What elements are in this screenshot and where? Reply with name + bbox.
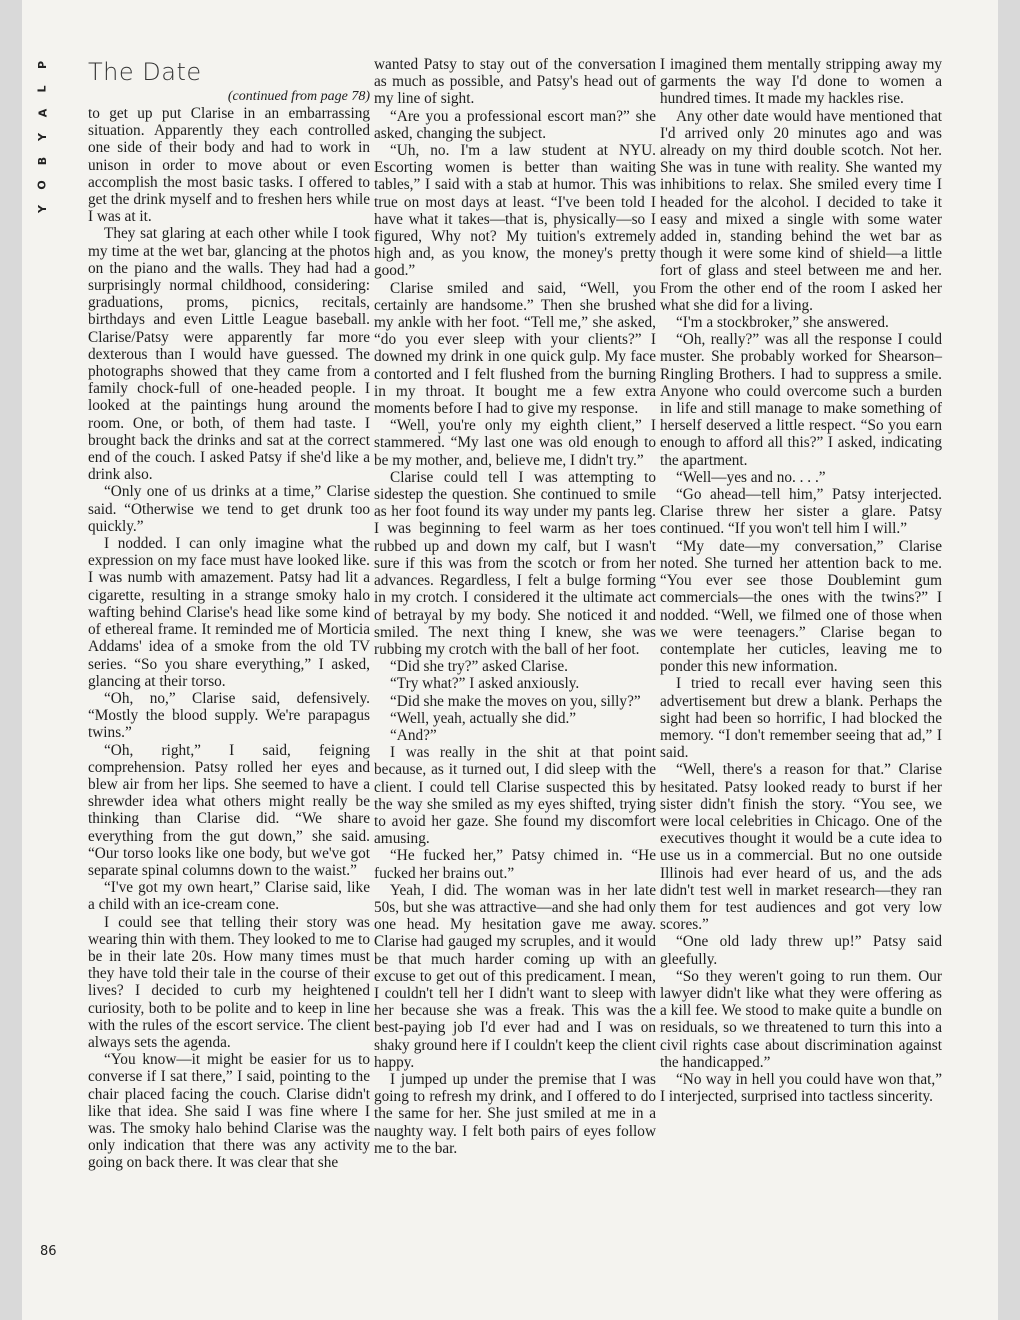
masthead-letter: P xyxy=(36,60,49,70)
text-column-2 xyxy=(374,56,656,1157)
magazine-page xyxy=(22,0,998,1320)
paragraph: “So they weren't going to run them. Our lawyer didn't like what they were offering as a kill fee. We stood to make quite a bundle on residuals, so we threatened to turn this into a civil rights case about discrimination against the handicapped.” xyxy=(660,967,942,1071)
column-body xyxy=(374,56,656,1157)
paragraph: Any other date would have mentioned that I'd arrived only 20 minutes ago and was already on my third double scotch. Not her. She was in tune with reality. She wanted my inhibitions to relax. She smiled every time I headed for the alcohol. I decided to take it easy and mixed a single with some water added in, standing behind the wet bar as though it were some kind of shield—a little fort of glass and steel between me and her. From the other end of the room I asked her what she did for a living. xyxy=(660,107,942,314)
paragraph: “I've got my own heart,” Clarise said, like a child with an ice-cream cone. xyxy=(88,879,370,914)
paragraph: “Oh, no,” Clarise said, defensively. “Mostly the blood supply. We're parapagus twins.” xyxy=(88,689,370,742)
paragraph: Yeah, I did. The woman was in her late 50s, but she was attractive—and she had only one head. My hesitation gave me away. Clarise had gauged my scruples, and it would be that much harder coming up with an excuse to get out of this predicament. I mean, I couldn't tell her I didn't want to sleep with her because she was a freak. This was the best-paying job I'd ever had and I was on shaky ground here if I couldn't keep the client happy. xyxy=(374,881,656,1071)
page-number: 86 xyxy=(40,1244,57,1259)
paragraph: Clarise could tell I was attempting to sidestep the question. She continued to smile as her foot found its way under my pants leg. I was beginning to feel warm as her toes rubbed up and down my calf, but I wasn't sure if this was from the scotch or from her advances. Regardless, I felt a bulge forming in my crotch. I considered it the ultimate act of betrayal by my body. She noticed it and smiled. The next thing I knew, she was rubbing my crotch with the ball of her foot. xyxy=(374,468,656,658)
column-body xyxy=(660,56,942,1105)
masthead-letter: O xyxy=(35,180,49,190)
paragraph: “Well—yes and no. . . .” xyxy=(676,468,826,486)
paragraph: “Did she make the moves on you, silly?” xyxy=(390,692,641,710)
paragraph: I nodded. I can only imagine what the expression on my face must have looked like. I was numb with amazement. Patsy had lit a cigarette, resulting in a strange smoky halo wafting behind Clarise's head like some kind of ethereal frame. It reminded me of Morticia Addams' idea of a smoke from the old TV series. “So you share everything,” I asked, glancing at their torso. xyxy=(88,535,370,690)
paragraph: I could see that telling their story was wearing thin with them. They looked to me to be in their late 20s. How many times must they have told their tale in the course of their lives? I decided to curb my heightened curiosity, both to be polite and to keep in line with the rules of the escort service. The client always sets the agenda. xyxy=(88,913,370,1051)
paragraph: “He fucked her,” Patsy chimed in. “He fucked her brains out.” xyxy=(374,847,656,882)
paragraph: wanted Patsy to stay out of the conversation as much as possible, and Patsy's head out of my line of sight. xyxy=(374,56,656,108)
paragraph: I was really in the shit at that point because, as it turned out, I did sleep with the client. I could tell Clarise suspected this by the way she smiled as my eyes shifted, trying to avoid her gaze. She found my discomfort amusing. xyxy=(374,744,656,848)
paragraph: “Well, there's a reason for that.” Clarise hesitated. Patsy looked ready to burst if her sister didn't finish the story. “You see, we were local celebrities in Chicago. One of the executives thought it would be a cute idea to use us in a commercial. But no one outside Illinois had ever heard of us, and the ads didn't test well in market research—they ran them for test audiences and got very low scores.” xyxy=(660,761,942,934)
paragraph: I tried to recall ever having seen this advertisement but drew a blank. Perhaps the sight had been so horrific, I had blocked the memory. “I don't remember seeing that ad,” I said. xyxy=(660,675,942,762)
masthead-letter: B xyxy=(35,156,49,166)
paragraph: I imagined them mentally stripping away my garments the way I'd done to women a hundred times. It made my hackles rise. xyxy=(660,56,942,108)
paragraph: “Well, you're only my eighth client,” I stammered. “My last one was old enough to be my mother, and, believe me, I didn't try.” xyxy=(374,417,656,469)
paragraph: “My date—my conversation,” Clarise noted. She turned her attention back to me. “You ever see those Doublemint gum commercials—the ones with the twins?” I nodded. “Well, we filmed one of those when we were teenagers.” Clarise began to contemplate her cuticles, leaving me to ponder this new information. xyxy=(660,537,942,676)
text-column-1 xyxy=(88,58,370,1172)
paragraph: “Try what?” I asked anxiously. xyxy=(390,675,580,693)
paragraph: “I'm a stockbroker,” she answered. xyxy=(676,314,889,332)
paragraph: Clarise smiled and said, “Well, you certainly are handsome.” Then she brushed my ankle with her foot. “Tell me,” she asked, “do you ever sleep with your clients?” I downed my drink in one quick gulp. My face contorted and I felt flushed from the burning in my throat. It bought me a few extra moments before I had to give my response. xyxy=(374,279,656,418)
paragraph: “One old lady threw up!” Patsy said gleefully. xyxy=(660,933,942,968)
paragraph: “Oh, really?” was all the response I could muster. She probably worked for Shearson–Ringling Brothers. I had to suppress a smile. Anyone who could overcome such a burden in life and still manage to make something of herself deserved a little respect. “So you earn enough to afford all this?” I asked, indicating the apartment. xyxy=(660,331,942,469)
paragraph: “Go ahead—tell him,” Patsy interjected. Clarise threw her sister a glare. Patsy continued. “If you won't tell him I will.” xyxy=(660,486,942,538)
paragraph: “No way in hell you could have won that,” I interjected, surprised into tactless sincerity. xyxy=(660,1070,942,1106)
masthead-letter: Y xyxy=(36,205,49,213)
paragraph: “Well, yeah, actually she did.” xyxy=(390,709,577,727)
paragraph: “Uh, no. I'm a law student at NYU. Escorting women is better than waiting tables,” I said with a stab at humor. This was true on most days at least. “I've been told I have what it takes—that is, physically—so I figured, Why not? My tuition's extremely high and, as you know, the money's pretty good.” xyxy=(374,142,656,280)
text-column-3 xyxy=(660,56,942,1105)
paragraph: “Did she try?” asked Clarise. xyxy=(390,658,568,676)
masthead-letter: A xyxy=(35,108,49,118)
paragraph: “Oh, right,” I said, feigning comprehension. Patsy rolled her eyes and blew air from her lips. She seemed to have a shrewder idea what others might really be thinking than Clarise did. “We share everything from the gut down,” she said. “Our torso looks like one body, but we've got separate spinal columns down to the waist.” xyxy=(88,741,370,879)
paragraph: to get up put Clarise in an embarrassing situation. Apparently they each controlled one side of their body and had to work in unison in order to move about or even accomplish the most basic tasks. I offered to get the drink myself and to freshen hers while I was at it. xyxy=(88,105,370,226)
masthead-letter: L xyxy=(35,85,49,93)
paragraph: “You know—it might be easier for us to converse if I sat there,” I said, pointing to the chair placed facing the couch. Clarise didn't like that idea. She said I was fine where I was. The smoky halo behind Clarise was the only indication that there was any activity going on back there. It was clear that she xyxy=(88,1051,370,1172)
paragraph: “Are you a professional escort man?” she asked, changing the subject. xyxy=(374,107,656,142)
magazine-masthead xyxy=(32,58,54,216)
column-body xyxy=(88,105,370,1172)
masthead-letter: Y xyxy=(36,133,49,141)
continued-note: (continued from page 78) xyxy=(227,89,370,104)
paragraph: “Only one of us drinks at a time,” Clarise said. “Otherwise we tend to get drunk too quickly.” xyxy=(88,483,370,535)
story-title: The Date xyxy=(88,58,202,86)
paragraph: “And?” xyxy=(390,726,437,744)
paragraph: I jumped up under the premise that I was going to refresh my drink, and I offered to do the same for her. She just smiled at me in a naughty way. I felt both pairs of eyes follow me to the bar. xyxy=(374,1070,656,1157)
paragraph: They sat glaring at each other while I took my time at the wet bar, glancing at the photos on the piano and the walls. They had had a surprisingly normal childhood, considering: graduations, proms, picnics, recitals, birthdays and even Little League baseball. Clarise/Patsy were apparently far more dexterous than I would have guessed. The photographs showed that they came from a family chock-full of one-headed people. I looked at the paintings hung around the room. One, or both, of them had taste. I brought back the drinks and sat at the correct end of the couch. I asked Patsy if she'd like a drink also. xyxy=(88,225,370,484)
